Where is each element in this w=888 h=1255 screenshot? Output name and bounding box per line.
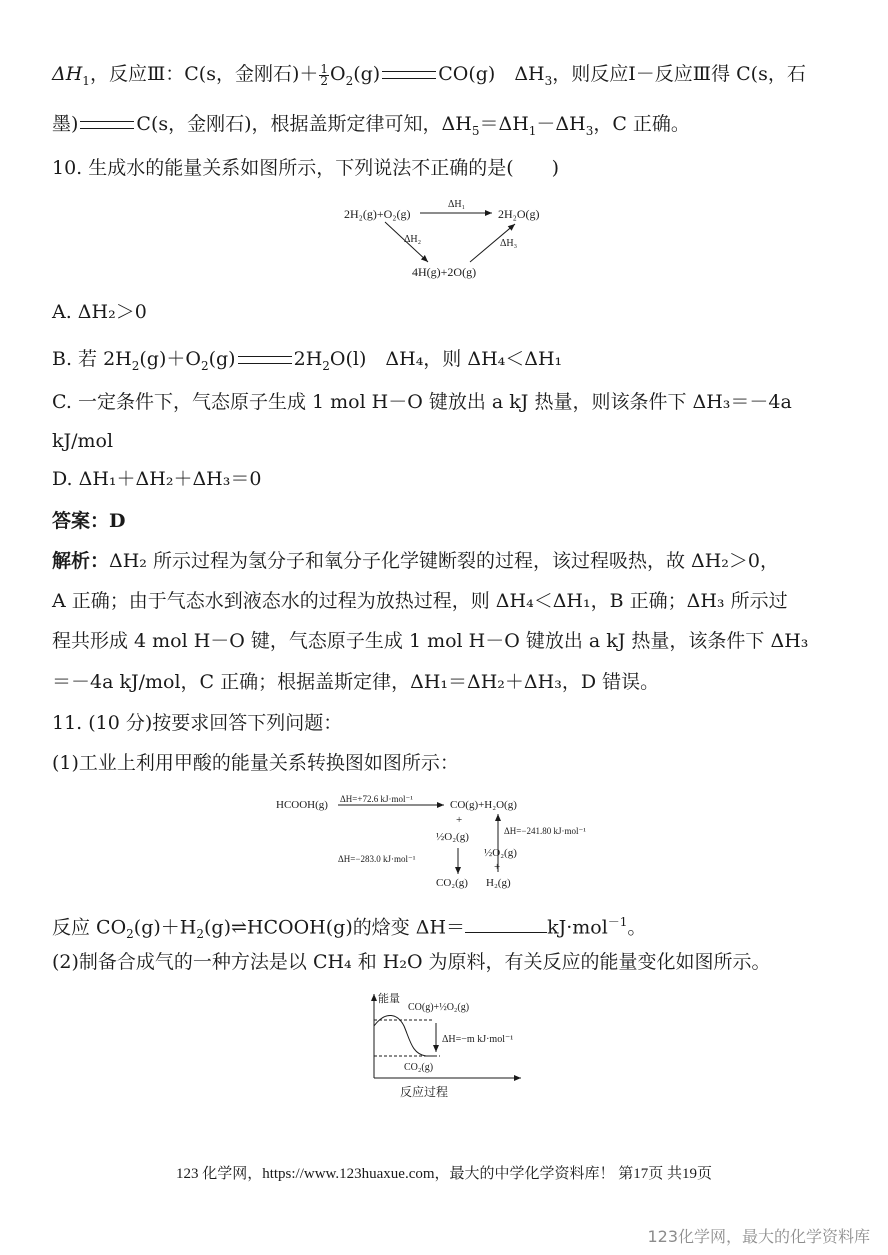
watermark: 123化学网，最大的化学资料库 [647,1227,870,1246]
hcooh-label: HCOOH(g) [276,799,328,811]
x-axis-label: 反应过程 [400,1085,449,1099]
dh3-label: ΔH₃ [500,238,518,249]
option-d: D. ΔH₁＋ΔH₂＋ΔH₃＝0 [52,468,262,490]
dh2-arrow [385,222,428,262]
equals-sign [80,121,134,129]
page-footer: 123 化学网，https://www.123huaxue.com，最大的中学化学资料库！ 第17页 共19页 [175,1166,713,1182]
explanation-line2: A 正确；由于气态水到液态水的过程为放热过程，则 ΔH₄＜ΔH₁，B 正确；ΔH₃ 所示过 [52,590,788,612]
equals-sign [382,71,436,79]
option-a: A. ΔH₂＞0 [52,301,147,323]
formic-acid-diagram [272,790,622,895]
question-11-stem: 11. (10 分)按要求回答下列问题： [52,712,343,734]
h2-label: H₂(g) [486,877,511,889]
question-11-part1: (1)工业上利用甲酸的能量关系转换图如图所示： [52,752,459,774]
dh-top-label: ΔH=+72.6 kJ·mol⁻¹ [340,794,413,804]
energy-cycle-diagram [330,192,560,287]
dh2-label: ΔH₂ [404,234,422,245]
dh-label: ΔH=−m kJ·mol⁻¹ [442,1034,514,1045]
equals-sign [238,356,292,364]
dh-left-label: ΔH=−283.0 kJ·mol⁻¹ [338,854,416,864]
option-c-line1: C. 一定条件下，气态原子生成 1 mol H－O 键放出 a kJ 热量，则该条件下 ΔH₃＝－4a [52,391,792,413]
diagram-right-label: 2H₂O(g) [498,207,540,221]
dh1-label: ΔH₁ [448,199,466,210]
dh-right-label: ΔH=−241.80 kJ·mol⁻¹ [504,826,586,836]
plus-sign-right: + [494,861,501,873]
explanation-line4: ＝－4a kJ/mol，C 正确；根据盖斯定律，ΔH₁＝ΔH₂＋ΔH₃，D 错误。 [52,671,660,693]
explanation-line1: 解析：ΔH₂ 所示过程为氢分子和氧分子化学键断裂的过程，该过程吸热，故 ΔH₂＞0， [52,550,779,572]
answer-blank[interactable] [465,914,547,933]
option-b: B. 若 $2H_2(g)+O_2(g)$ $2H_2O(l)$ ΔH₄，则 ΔH₄＜ΔH₁ [52,348,563,373]
question-11-part2: (2)制备合成气的一种方法是以 CH₄ 和 H₂O 为原料，有关反应的能量变化如图所示。 [52,951,771,973]
co-h2o-label: CO(g)+H₂O(g) [450,799,517,811]
text-line-2: 墨) C(s，金刚石)，根据盖斯定律可知，$\Delta H_5=\Delta H_1-\Delta H_3$，C 正确。 [52,113,690,138]
question-10-stem: 10. 生成水的能量关系如图所示，下列说法不正确的是( ) [52,157,560,179]
question-11-blank-line: 反应 $CO_2(g)+H_2(g)\rightleftharpoons HCOOH(g)$的焓变 ΔH＝ kJ·mol$^{-1}$。 [52,915,647,942]
bottom-level-label: CO₂(g) [404,1062,434,1073]
top-level-label: CO(g)+½O₂(g) [408,1002,470,1013]
option-c-line2: kJ/mol [52,430,114,452]
half-o2-left: ½O₂(g) [436,831,469,843]
fraction-half: $\frac{1}{2}$ [320,61,329,88]
explanation-line3: 程共形成 4 mol H－O 键，气态原子生成 1 mol H－O 键放出 a kJ 热量，该条件下 ΔH₃ [52,630,809,652]
plus-sign-left: + [456,814,463,826]
energy-profile-diagram [356,988,536,1103]
co2-label: CO₂(g) [436,877,468,889]
text-line-1: $\Delta H_1$，反应Ⅲ：C(s，金刚石)＋ $\frac{1}{2}$ $O_2(g)$ CO(g) $\Delta H_3$，则反应Ⅰ－反应Ⅲ得 C(s，石 [52,61,806,88]
half-o2-right: ½O₂(g) [484,847,517,859]
energy-curve [374,1015,434,1056]
diagram-left-label: 2H₂(g)+O₂(g) [344,207,411,221]
answer: 答案：D [52,510,126,532]
diagram-bottom-label: 4H(g)+2O(g) [412,265,477,279]
y-axis-label: 能量 [378,993,400,1005]
